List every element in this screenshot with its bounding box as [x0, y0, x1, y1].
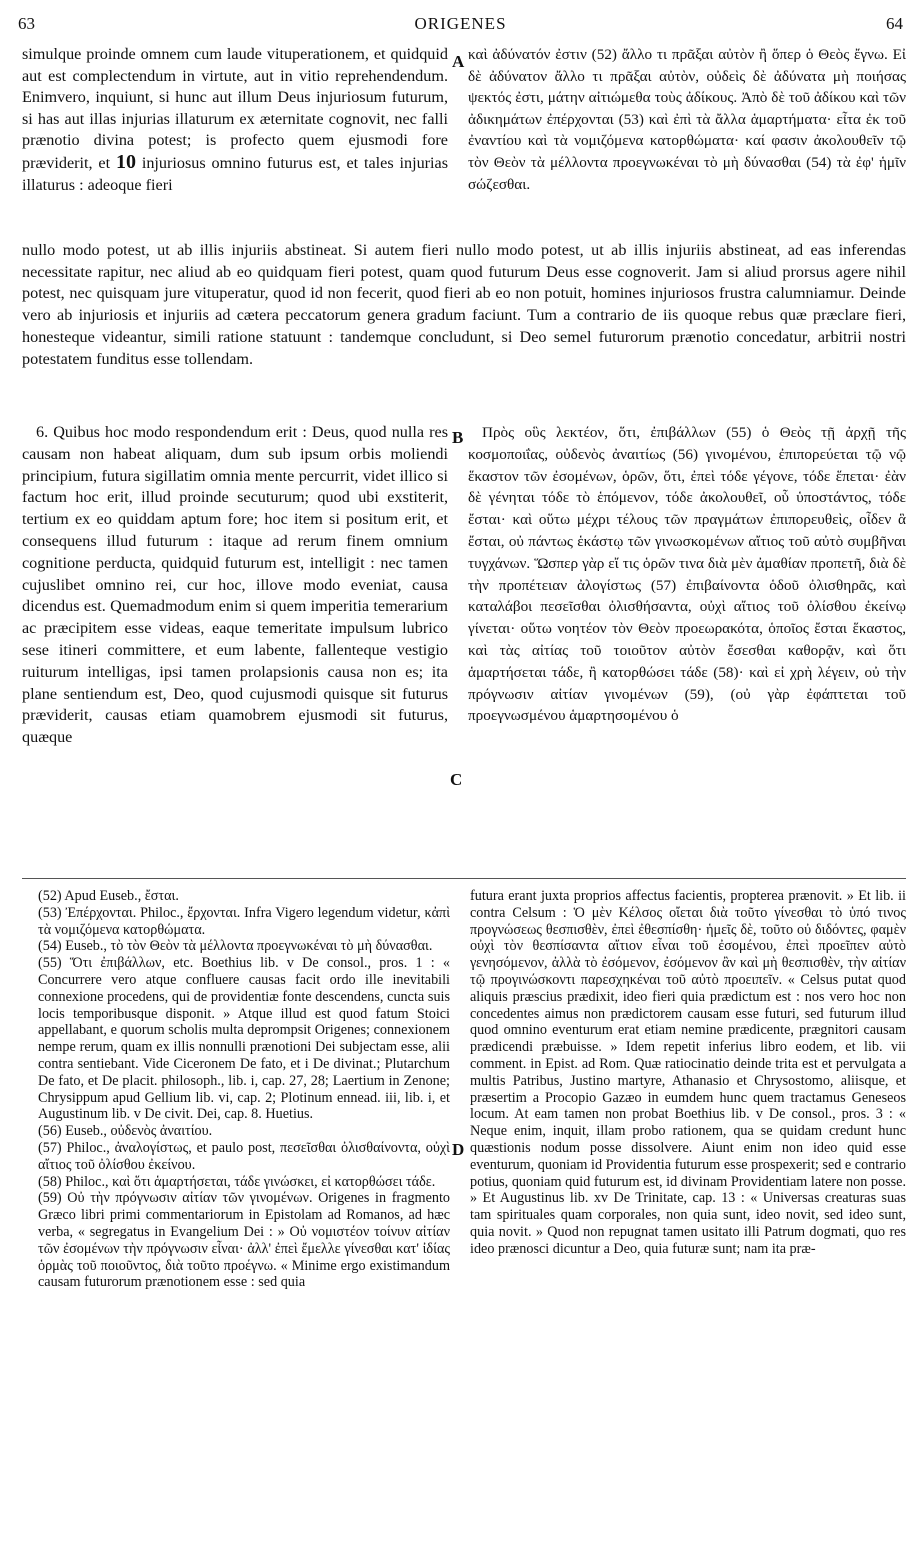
footnote-text: Ὅτι ἐπιβάλλων, etc. Boethius lib. v De consol., pros. 1 : « Concurrere vero atque confluere causas facit ordo ille inevitabili connexione procedens, qui de providentiæ fonte descendens, cuncta suis locis temporibusque disponit. » Atque illud est quod fatum Stoici appellabant, e quorum scholis multa deprompsit Origenes; connexionem nempe rerum, quam ex illis nonnulli prænotioni Dei subjectam esse, alii contra sentiebant. Vide Ciceronem De fato, et i De divinat.; Plutarchum De fato, et De placit. philosoph., lib. i, cap. 27, 28; Laertium in Zenone; Chrysippum apud Gellium lib. vi, cap. 2; Plotinum ennead. iii, lib. i, et Augustinum lib. v De civit. Dei, cap. 8. Huetius.	[38, 955, 450, 1123]
footnote-number: (53)	[38, 904, 62, 921]
page-number-right: 64	[886, 14, 903, 33]
footnote-text: Philoc., καὶ ὅτι ἁμαρτήσεται, τάδε γινώσκει, εἰ κατορθώσει τάδε.	[65, 1173, 436, 1190]
latin-paragraph-bottom: 6. Quibus hoc modo respondendum erit : Deus, quod nulla res causam non habeat aliquam, dum sub ipsum orbis moliendi principium, futura sigillatim omnia mente percurrit, videt illico si factum hoc erit, illud proinde secuturum; quod ubi exstiterit, tertium ex eo quiddam aptum fore; hoc item si positum erit, et consequens illud futurum : itaque ad rerum finem omnium cognitione perducta, quidquid futurum est, intelligit : nec tamen cujuslibet omnino rei, cur hoc, illove modo eveniat, causa dicendus est. Quemadmodum enim si quem imperitia temerarium ac præcipitem esse videas, eaque temeritate impulsum lubrico sese itineri committere, et eum labente, fallenteque vestigio ruiturum intelligas, ipsi tamen prolapsionis causa non es; ita plane sentiendum est, Deo, quod cujusmodi quisque sit futurus præviderit, causas etiam quamobrem ejusmodi sit futurus, quæque	[22, 423, 448, 747]
footnote-text: Euseb., τὸ τὸν Θεὸν τὰ μέλλοντα προεγνωκέναι τὸ μὴ δύνασθαι.	[65, 938, 433, 955]
greek-column-top	[468, 44, 906, 195]
latin-column-bottom	[22, 422, 448, 749]
margin-letter-d: D	[452, 1140, 465, 1159]
greek-paragraph-bottom: Πρὸς οὓς λεκτέον, ὅτι, ἐπιβάλλων (55) ὁ Θεὸς τῇ ἀρχῇ τῆς κοσμοποιΐας, οὐδενὸς ἀναιτίως (56) γινομένου, ἐπιπορεύεται τῷ νῷ ἕκαστον τῶν ἐσομένων, ὁρῶν, ὅτι, ἐπεὶ τόδε γέγονε, τόδε ἕπεται· ἐὰν δὲ γένηται τόδε τὸ ἑπόμενον, τόδε ἀκολουθεῖ, οὗ ὑποστάντος, τόδε ἔσται· καὶ οὕτω μέχρι τέλους τῶν πραγμάτων ἐπιπορευθεὶς, οἶδεν ἃ ἔσται, οὐ πάντως ἑκάστῳ τῶν γινωσκομένων αἴτιος τοῦ αὐτὸ συμβῆναι τυγχάνων. Ὥσπερ γὰρ εἴ τις ὁρῶν τινα διὰ μὲν ἀμαθίαν προπετῆ, διὰ δὲ τὴν προπέτειαν ἀλογίστως (57) ἐπιβαίνοντα ὁδοῦ ὀλισθηρᾶς, καὶ καταλάβοι πεσεῖσθαι ὀλισθήσαντα, οὐχὶ αἴτιος τοῦ ὀλίσθου ἐκείνῳ γίνεται· οὕτω νοητέον τὸν Θεὸν προεωρακότα, ὁποῖος ἔσται ἕκαστος, καὶ τὰς αἰτίας τοῦ τοιοῦτον αὐτὸν ἔσεσθαι καθορᾷν, καὶ ὅτι ἁμαρτήσεται τάδε, ἢ κατορθώσει τάδε (58)· καὶ εἰ χρὴ λέγειν, οὐ τὴν πρόγνωσιν αἰτίαν γινομένων (59), (οὐ γὰρ ἐφάπτεται τοῦ προεγνωσμένου ἁμαρτησομένου ὁ	[468, 424, 906, 725]
footnote-55	[38, 955, 450, 1123]
footnote-number: (57)	[38, 1139, 62, 1156]
footnote-59	[38, 1190, 450, 1291]
footnote-52	[38, 888, 450, 905]
footnote-number: (52)	[38, 888, 62, 904]
footnote-text: Οὐ τὴν πρόγνωσιν αἰτίαν τῶν γινομένων. Origenes in fragmento Græco libri primi commentariorum in Epistolam ad Romanos, ad hæc verba, « segregatus in Evangelium Dei : » Οὐ νομιστέον τοίνυν αἰτίαν τῶν ἐσομένων τὴν πρόγνωσιν εἶναι· ἀλλ' ἐπεὶ ἔμελλε γίνεσθαι κατ' ἰδίας ὁρμὰς τοῦ ποιοῦντος, διὰ τοῦτο προέγνω. « Minime ergo existimandum causam futurorum prænotionem esse : sed quia	[38, 1190, 450, 1291]
footnote-text: Philoc., ἀναλογίστως, et paulo post, πεσεῖσθαι ὀλισθαίνοντα, οὐχὶ αἴτιος τοῦ ὀλίσθου ἐκείνου.	[38, 1139, 450, 1173]
latin-paragraph-full: nullo modo potest, ut ab illis injuriis abstineat. Si autem fieri nullo modo potest, ut ab illis injuriis abstineat, ad eas inferendas necessitate rapitur, nec aliud ab eo quidquam fieri potest, quam quod futurum Deus esse cognoverit. Jam si aliud prorsus agere nihil potest, nec quisquam jure vituperatur, quod id non fecerit, quod fieri ab eo non potuit, homines injuriosos frustra calumniamur. Deinde vero ab injuriosis et injuriis ad cætera peccatorum genera gradum faciunt. Tum a contrario de iis quoque rebus quæ præclare fieri, honesteque videantur, simili ratione statuunt : tandemque concludunt, si Deo semel futurorum prænotio concedatur, arbitrii nostri potestatem funditus esse tollendam.	[22, 241, 906, 368]
footnote-text: Apud Euseb., ἔσται.	[64, 888, 179, 904]
footnote-text: Ἐπέρχονται. Philoc., ἔρχονται. Infra Vigero legendum videtur, κἀπὶ τὰ νομιζόμενα κατορθώματα.	[38, 904, 450, 938]
footnotes-left-column	[38, 888, 450, 1291]
margin-letter-b: B	[452, 428, 464, 447]
greek-paragraph-top: καὶ ἀδύνατόν ἐστιν (52) ἄλλο τι πρᾶξαι αὐτὸν ἢ ὅπερ ὁ Θεὸς ἔγνω. Εἰ δὲ ἀδύνατον ἄλλο τι πρᾶξαι αὐτὸν, οὐδεὶς δὲ ἀδύνατα μὴ ποιήσας ψεκτός ἐστι, μάτην αἰτιώμεθα τοὺς ἀδίκους. Ἀπὸ δὲ τοῦ ἀδίκου καὶ τῶν ἀδικημάτων ἐπέρχονται (53) καὶ ἐπὶ τὰ ἄλλα ἁμαρτήματα· εἶτα ἐκ τοῦ ἐναντίου καὶ τὰ νομιζόμενα κατορθώματα· καί φασιν ἀκολουθεῖν τῷ τὸν Θεὸν τὰ μέλλοντα προεγνωκέναι τὸ μὴ δύνασθαι (54) τὰ ἐφ' ἡμῖν σώζεσθαι.	[468, 46, 906, 193]
footnotes-right-column	[470, 888, 906, 1258]
running-title: ORIGENES	[414, 14, 507, 33]
margin-letter-a: A	[452, 52, 465, 71]
inline-section-number: 10	[115, 150, 136, 173]
footnote-number: (59)	[38, 1190, 62, 1207]
running-head	[18, 10, 903, 36]
latin-paragraph-top	[22, 44, 448, 196]
footnote-57	[38, 1140, 450, 1174]
footnote-59-continued: futura erant juxta proprios affectus facientis, propterea prænovit. » Et lib. ii contra Celsum : Ὁ μὲν Κέλσος οἴεται διὰ τοῦτο γίνεσθαι τὸ ὑπό τινος προγνώσεως θεσπισθὲν, ἐπεὶ ἐθεσπίσθη· ἡμεῖς δὲ, τοῦτο οὐ διδόντες, φαμὲν οὐχὶ τὸν θεσπίσαντα αἴτιον εἶναι τοῦ ἐσομένου, ἐπεὶ προεῖπεν αὐτὸ γενησόμενον, ἀλλὰ τὸ ἐσόμενον, ἐσόμενον ἂν καὶ μὴ θεσπισθὲν, τὴν αἰτίαν τῷ προγινώσκοντι παρεσχηκέναι τοῦ αὐτὸ προειπεῖν. « Celsus putat quod aliquis præscius prædixit, ideo fieri quia prædictum est : nos vero hoc non concedentes aimus non prædictorem causam esse futuri, sed futurum illud quod omnino eventurum erat etiam nemine prædicente, prægnitori causam prædicendi præbuisse. » Idem repetit inferius libro eodem, et lib. vii comment. in Epist. ad Rom. Quæ ratiocinatio deinde trita est et pervulgata a multis Patribus, Justino martyre, Athanasio et Chrysostomo, aliisque, et præsertim a Procopio Gazæo in eumdem hunc quem tractamus Geneseos locum. At eam tamen non probat Boethius lib. v De consol., pros. 3 : « Neque enim, inquit, illam probo rationem, qua se quidam credunt hunc quæstionis nodum posse dissolvere. Aiunt enim non ideo quid esse eventurum, quoniam id Providentia futurum esse prospexerit; sed e contrario potius, quoniam quid futurum est, id divinam Providentiam latere non posse. » Et Augustinus lib. xv De Trinitate, cap. 13 : « Universas creaturas suas tam spirituales quam corporales, non quia sunt, ideo novit, sed ideo sunt, quia novit. » Quod non repugnat tamen usitato illi Patrum dogmati, quo res ideo prænosci dicuntur a Deo, quia futuræ sunt; nam ita præ-	[470, 888, 906, 1257]
latin-column-top	[22, 44, 448, 196]
footnote-56	[38, 1123, 450, 1140]
footnote-rule	[22, 878, 906, 879]
footnote-53	[38, 905, 450, 939]
footnote-number: (56)	[38, 1123, 62, 1140]
latin-text-top: simulque proinde omnem cum laude vituperationem, et quidquid aut est complectendum in virtute, aut in vitio reprehendendum. Enimvero, inquiunt, si hunc aut illum Deus injuriosum futurum, si has aut illas injurias illaturum ex æternitate cognovit, nec falli prænotio divina potest; is profecto quem ejusmodi fore præviderit, et	[22, 45, 448, 172]
footnote-text: Euseb., οὐδενὸς ἀναιτίου.	[65, 1123, 213, 1140]
footnote-number: (58)	[38, 1173, 62, 1190]
page-number-left: 63	[18, 14, 35, 33]
margin-letter-c: C	[450, 770, 463, 789]
greek-column-bottom	[468, 422, 906, 727]
latin-text-top-end: injuriosus omnino futurus est, et tales injurias illaturus : adeoque fieri	[22, 153, 448, 194]
footnote-number: (55)	[38, 955, 62, 972]
footnote-58	[38, 1174, 450, 1191]
latin-full-width-text	[22, 240, 906, 370]
footnote-number: (54)	[38, 938, 62, 955]
footnote-54	[38, 938, 450, 955]
